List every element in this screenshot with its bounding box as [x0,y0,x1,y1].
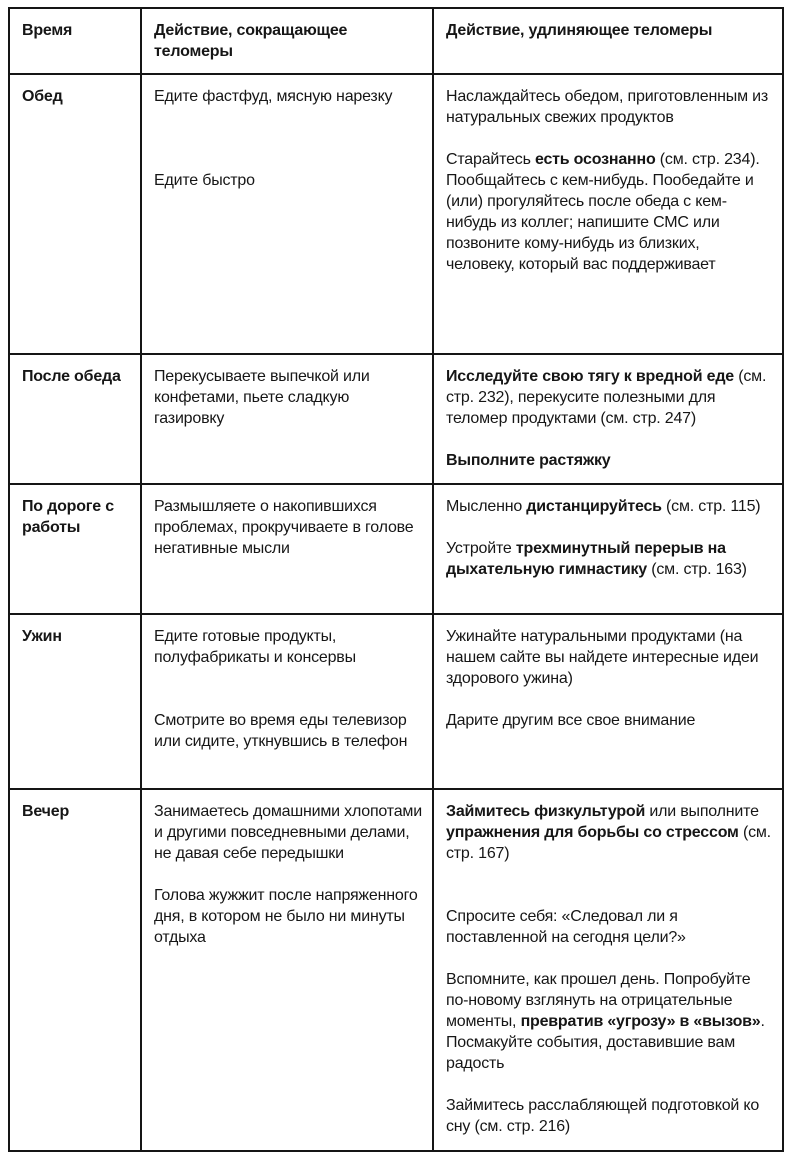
paragraph [446,86,772,128]
text: Смотрите во время еды телевизор или сидите, уткнувшись в телефон [154,712,408,750]
text: Спросите себя: «Следовал ли я поставленной на сегодня цели?» [446,908,686,946]
text: Вспомните, как прошел день. Попробуйте по-новому взглянуть на отрицательные моменты, [446,971,751,1030]
paragraph [154,366,422,429]
header-shortening-action: Действие, сокращающее теломеры [141,8,433,74]
time-cell: Обед [9,74,141,354]
text: (см. стр. 163) [647,561,747,578]
shortening-action-cell [141,484,433,614]
text: (см. стр. 232), перекусите полезными для теломер продуктами (см. стр. 247) [446,368,767,427]
bold-text: Займитесь физкультурой [446,803,646,820]
shortening-action-cell [141,354,433,484]
paragraph [446,1095,772,1137]
bold-text: есть осознанно [534,151,656,168]
bold-text: упражнения для борьбы со стрессом [446,824,739,841]
paragraph [154,496,422,559]
bold-text: Выполните растяжку [446,452,611,469]
paragraph [154,86,422,107]
text: Едите готовые продукты, полуфабрикаты и консервы [154,628,356,666]
table-row [9,614,783,789]
text: Едите быстро [154,172,255,189]
paragraph [446,626,772,689]
lengthening-action-cell [433,789,783,1151]
text: (см. стр. 167) [446,824,771,862]
text: Едите фастфуд, мясную нарезку [154,88,393,105]
text: Мысленно [446,498,527,515]
paragraph [446,149,772,275]
table-row [9,74,783,354]
paragraph [154,626,422,668]
paragraph [446,906,772,948]
bold-text: дистанцируйтесь [526,498,662,515]
telomere-daily-actions-table [8,7,784,1152]
text: (см. стр. 234). Пообщайтесь с кем-нибудь. Пообедайте и (или) прогуляйтесь после обеда с кем-нибудь из коллег; напишите СМС или позвоните кому-нибудь из близких, человеку, который вас поддерживает [446,151,760,273]
table-body [9,74,783,1151]
lengthening-action-cell [433,74,783,354]
paragraph [446,450,772,471]
header-time: Время [9,8,141,74]
text: или выполните [645,803,759,820]
paragraph [446,538,772,580]
paragraph [446,366,772,429]
paragraph [154,170,422,191]
header-row [9,8,783,74]
time-cell: Ужин [9,614,141,789]
text: (см. стр. 115) [661,498,761,515]
paragraph [154,885,422,948]
text: Наслаждайтесь обедом, приготовленным из натуральных свежих продуктов [446,88,768,126]
table-header [9,8,783,74]
header-lengthening-action: Действие, удлиняющее теломеры [433,8,783,74]
text: Устройте [446,540,516,557]
text: . Посмакуйте события, доставившие вам радость [446,1013,765,1072]
bold-text: трехминутный перерыв на дыхательную гимнастику [446,540,726,578]
paragraph [446,496,772,517]
paragraph [154,801,422,864]
shortening-action-cell [141,614,433,789]
time-cell: По дороге с работы [9,484,141,614]
time-cell: После обеда [9,354,141,484]
table-row [9,789,783,1151]
lengthening-action-cell [433,484,783,614]
text: Голова жужжит после напряженного дня, в котором не было ни минуты отдыха [154,887,418,946]
time-cell: Вечер [9,789,141,1151]
table-row [9,354,783,484]
text: Дарите другим все свое внимание [446,712,696,729]
paragraph [446,969,772,1074]
text: Перекусываете выпечкой или конфетами, пьете сладкую газировку [154,368,370,427]
text: Займитесь расслабляющей подготовкой ко сну (см. стр. 216) [446,1097,760,1135]
text: Занимаетесь домашними хлопотами и другими повседневными делами, не давая себе передышки [154,803,422,862]
lengthening-action-cell [433,614,783,789]
text: Старайтесь [446,151,535,168]
text: Ужинайте натуральными продуктами (на нашем сайте вы найдете интересные идеи здорового ужина) [446,628,759,687]
table-row [9,484,783,614]
paragraph [446,710,772,731]
shortening-action-cell [141,74,433,354]
bold-text: Исследуйте свою тягу к вредной еде [446,368,734,385]
bold-text: превратив «угрозу» в «вызов» [520,1013,761,1030]
lengthening-action-cell [433,354,783,484]
paragraph [154,710,422,752]
paragraph [446,801,772,864]
text: Размышляете о накопившихся проблемах, прокручиваете в голове негативные мысли [154,498,414,557]
shortening-action-cell [141,789,433,1151]
